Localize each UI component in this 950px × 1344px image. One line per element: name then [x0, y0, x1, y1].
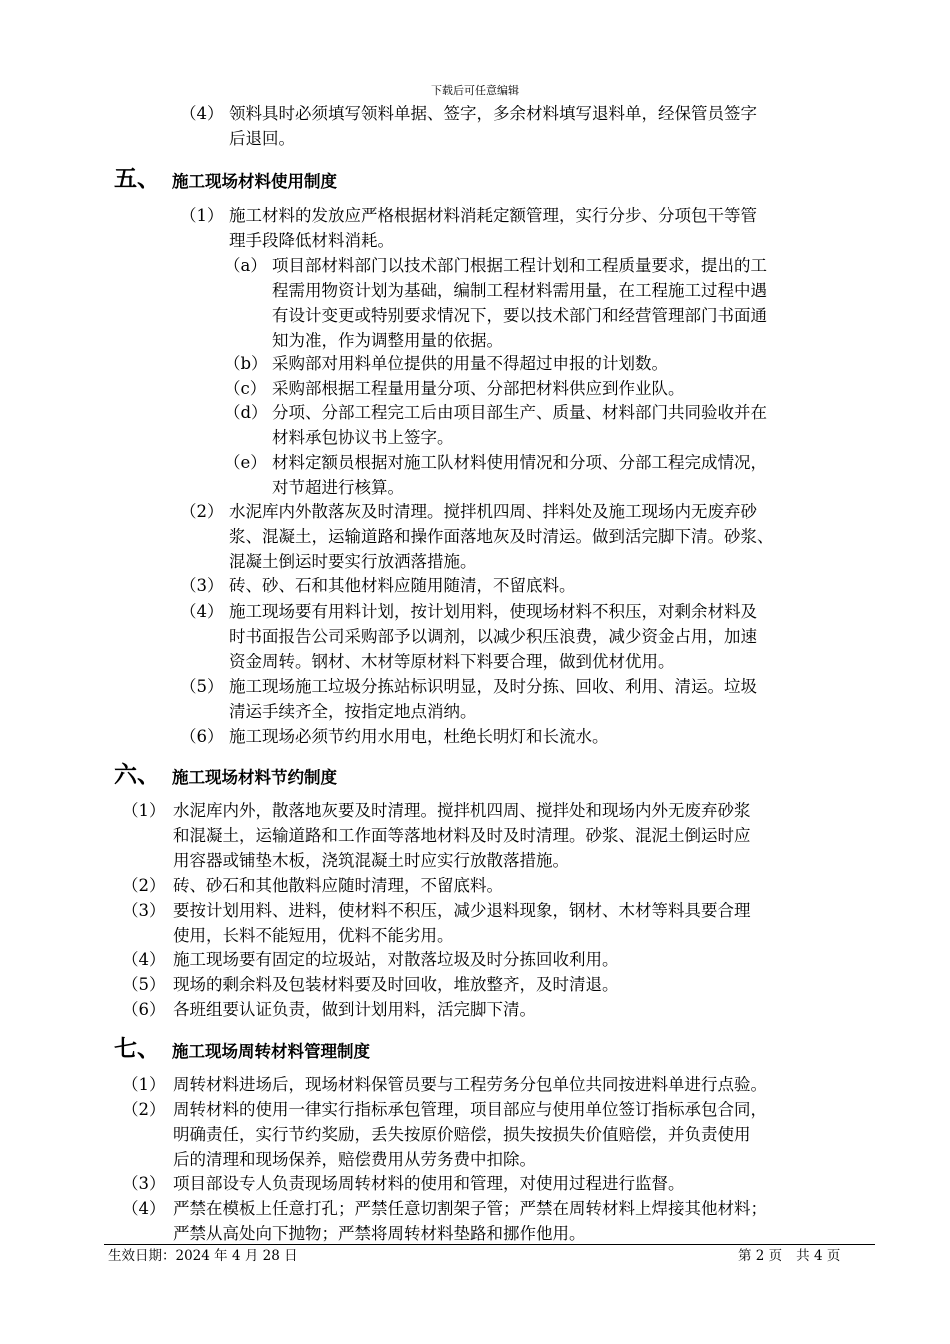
item-line: 严禁从高处向下抛物；严禁将周转材料垫路和挪作他用。 [173, 1224, 586, 1243]
subitem-letter: （e） [224, 453, 267, 472]
item-line: 混凝土倒运时要实行放洒落措施。 [229, 552, 477, 571]
item-line: 明确责任，实行节约奖励，丢失按原价赔偿，损失按损失价值赔偿，并负责使用 [173, 1125, 751, 1144]
page-number: 第 2 页 [738, 1248, 783, 1264]
item-number: （5） [180, 677, 224, 696]
subitem-letter: （b） [224, 354, 268, 373]
s5-subitem-c [224, 376, 685, 401]
section-7-heading [114, 1034, 370, 1064]
s5-subitem-e [224, 450, 767, 500]
item-line: 后退回。 [229, 129, 295, 148]
s5-item-2 [180, 499, 774, 574]
item-number: （1） [122, 1075, 166, 1094]
item-number: （4） [122, 950, 166, 969]
item-line: 用容器或铺垫木板，浇筑混凝土时应实行放散落措施。 [173, 851, 569, 870]
s5-subitem-d [224, 400, 767, 450]
s6-item-2 [122, 873, 503, 898]
item-line: 材料定额员根据对施工队材料使用情况和分项、分部工程完成情况， [272, 453, 767, 472]
item-number: （1） [180, 206, 224, 225]
footer-divider [104, 1244, 875, 1245]
item-line: 现场的剩余料及包装材料要及时回收，堆放整齐，及时清退。 [173, 975, 619, 994]
s7-item-1 [122, 1072, 767, 1097]
item-line: 施工现场必须节约用水用电，杜绝长明灯和长流水。 [229, 727, 609, 746]
subitem-letter: （a） [224, 256, 267, 275]
item-line: 后的清理和现场保养，赔偿费用从劳务费中扣除。 [173, 1150, 536, 1169]
s5-subitem-a [224, 253, 767, 353]
item-line: 砖、砂、石和其他材料应随用随清，不留底料。 [229, 576, 576, 595]
item-line: 施工现场要有固定的垃圾站，对散落垃圾及时分拣回收利用。 [173, 950, 619, 969]
s7-item-4 [122, 1196, 767, 1246]
s5-item-6 [180, 724, 609, 749]
s6-item-6 [122, 997, 536, 1022]
s6-item-4 [122, 947, 619, 972]
item-line: 施工材料的发放应严格根据材料消耗定额管理，实行分步、分项包干等管 [229, 206, 757, 225]
item-line: 各班组要认证负责，做到计划用料，活完脚下清。 [173, 1000, 536, 1019]
item-number: （1） [122, 801, 166, 820]
header-note: 下载后可任意编辑 [431, 84, 519, 97]
s6-item-3 [122, 898, 751, 948]
item-line: 周转材料的使用一律实行指标承包管理，项目部应与使用单位签订指标承包合同， [173, 1100, 767, 1119]
item-line: 程需用物资计划为基础，编制工程材料需用量，在工程施工过程中遇 [272, 281, 767, 300]
item-line: 和混凝土，运输道路和工作面等落地材料及时及时清理。砂浆、混泥土倒运时应 [173, 826, 751, 845]
item-number: （5） [122, 975, 166, 994]
s5-subitem-b [224, 351, 668, 376]
subitem-letter: （c） [224, 379, 267, 398]
item-number: （3） [180, 576, 224, 595]
section-number: 五、 [114, 165, 160, 192]
item-number: （2） [122, 1100, 166, 1119]
subitem-letter: （d） [224, 403, 268, 422]
s6-item-1 [122, 798, 751, 873]
section-title: 施工现场材料节约制度 [172, 768, 337, 787]
item-number: （3） [122, 901, 166, 920]
item-line: 时书面报告公司采购部予以调剂，以减少积压浪费，减少资金占用，加速 [229, 627, 757, 646]
item-line: 水泥库内外散落灰及时清理。搅拌机四周、拌料处及施工现场内无废弃砂 [229, 502, 757, 521]
s7-item-2 [122, 1097, 767, 1172]
section-number: 六、 [114, 761, 160, 788]
item-line: 清运手续齐全，按指定地点消纳。 [229, 702, 477, 721]
item-line: 项目部设专人负责现场周转材料的使用和管理，对使用过程进行监督。 [173, 1174, 685, 1193]
item-line: 使用，长料不能短用，优料不能劣用。 [173, 926, 454, 945]
item-line: 材料承包协议书上签字。 [272, 428, 454, 447]
item-line: 采购部根据工程量用量分项、分部把材料供应到作业队。 [272, 379, 685, 398]
item-number: （3） [122, 1174, 166, 1193]
item-line: 水泥库内外，散落地灰要及时清理。搅拌机四周、搅拌处和现场内外无废弃砂浆 [173, 801, 751, 820]
item-number: （6） [122, 1000, 166, 1019]
section-title: 施工现场周转材料管理制度 [172, 1042, 370, 1061]
s7-item-3 [122, 1171, 685, 1196]
s5-item-1 [180, 203, 757, 253]
item-line: 知为准，作为调整用量的依据。 [272, 331, 503, 350]
item-line: 周转材料进场后，现场材料保管员要与工程劳务分包单位共同按进料单进行点验。 [173, 1075, 767, 1094]
item-line: 砖、砂石和其他散料应随时清理，不留底料。 [173, 876, 503, 895]
item-line: 有设计变更或特别要求情况下，要以技术部门和经营管理部门书面通 [272, 306, 767, 325]
page-total: 共 4 页 [796, 1248, 841, 1264]
item-line: 施工现场要有用料计划，按计划用料，使现场材料不积压，对剩余材料及 [229, 602, 757, 621]
item-line: 对节超进行核算。 [272, 478, 404, 497]
item-line: 浆、混凝土，运输道路和操作面落地灰及时清运。做到活完脚下清。砂浆、 [229, 527, 774, 546]
section-title: 施工现场材料使用制度 [172, 172, 337, 191]
s5-item-5 [180, 674, 757, 724]
item-number: （2） [180, 502, 224, 521]
item-line: 采购部对用料单位提供的用量不得超过申报的计划数。 [272, 354, 668, 373]
s5-item-4 [180, 599, 757, 674]
footer-page-info [738, 1246, 840, 1266]
item-line: 严禁在模板上任意打孔；严禁任意切割架子管；严禁在周转材料上焊接其他材料； [173, 1199, 767, 1218]
item-line: 分项、分部工程完工后由项目部生产、质量、材料部门共同验收并在 [272, 403, 767, 422]
item-line: 要按计划用料、进料，使材料不积压，减少退料现象，钢材、木材等料具要合理 [173, 901, 751, 920]
item-number: （4） [122, 1199, 166, 1218]
item-number: （4） [180, 104, 224, 123]
item-line: 施工现场施工垃圾分拣站标识明显，及时分拣、回收、利用、清运。垃圾 [229, 677, 757, 696]
item-number: （2） [122, 876, 166, 895]
s5-item-3 [180, 573, 576, 598]
footer-effective-date: 生效日期：2024 年 4 月 28 日 [108, 1248, 298, 1264]
intro-item [180, 101, 757, 151]
s6-item-5 [122, 972, 619, 997]
section-number: 七、 [114, 1035, 160, 1062]
item-number: （4） [180, 602, 224, 621]
section-5-heading [114, 164, 337, 194]
item-line: 领料具时必须填写领料单据、签字，多余材料填写退料单，经保管员签字 [229, 104, 757, 123]
item-line: 资金周转。钢材、木材等原材料下料要合理，做到优材优用。 [229, 652, 675, 671]
item-line: 项目部材料部门以技术部门根据工程计划和工程质量要求，提出的工 [272, 256, 767, 275]
item-number: （6） [180, 727, 224, 746]
section-6-heading [114, 760, 337, 790]
item-line: 理手段降低材料消耗。 [229, 231, 394, 250]
